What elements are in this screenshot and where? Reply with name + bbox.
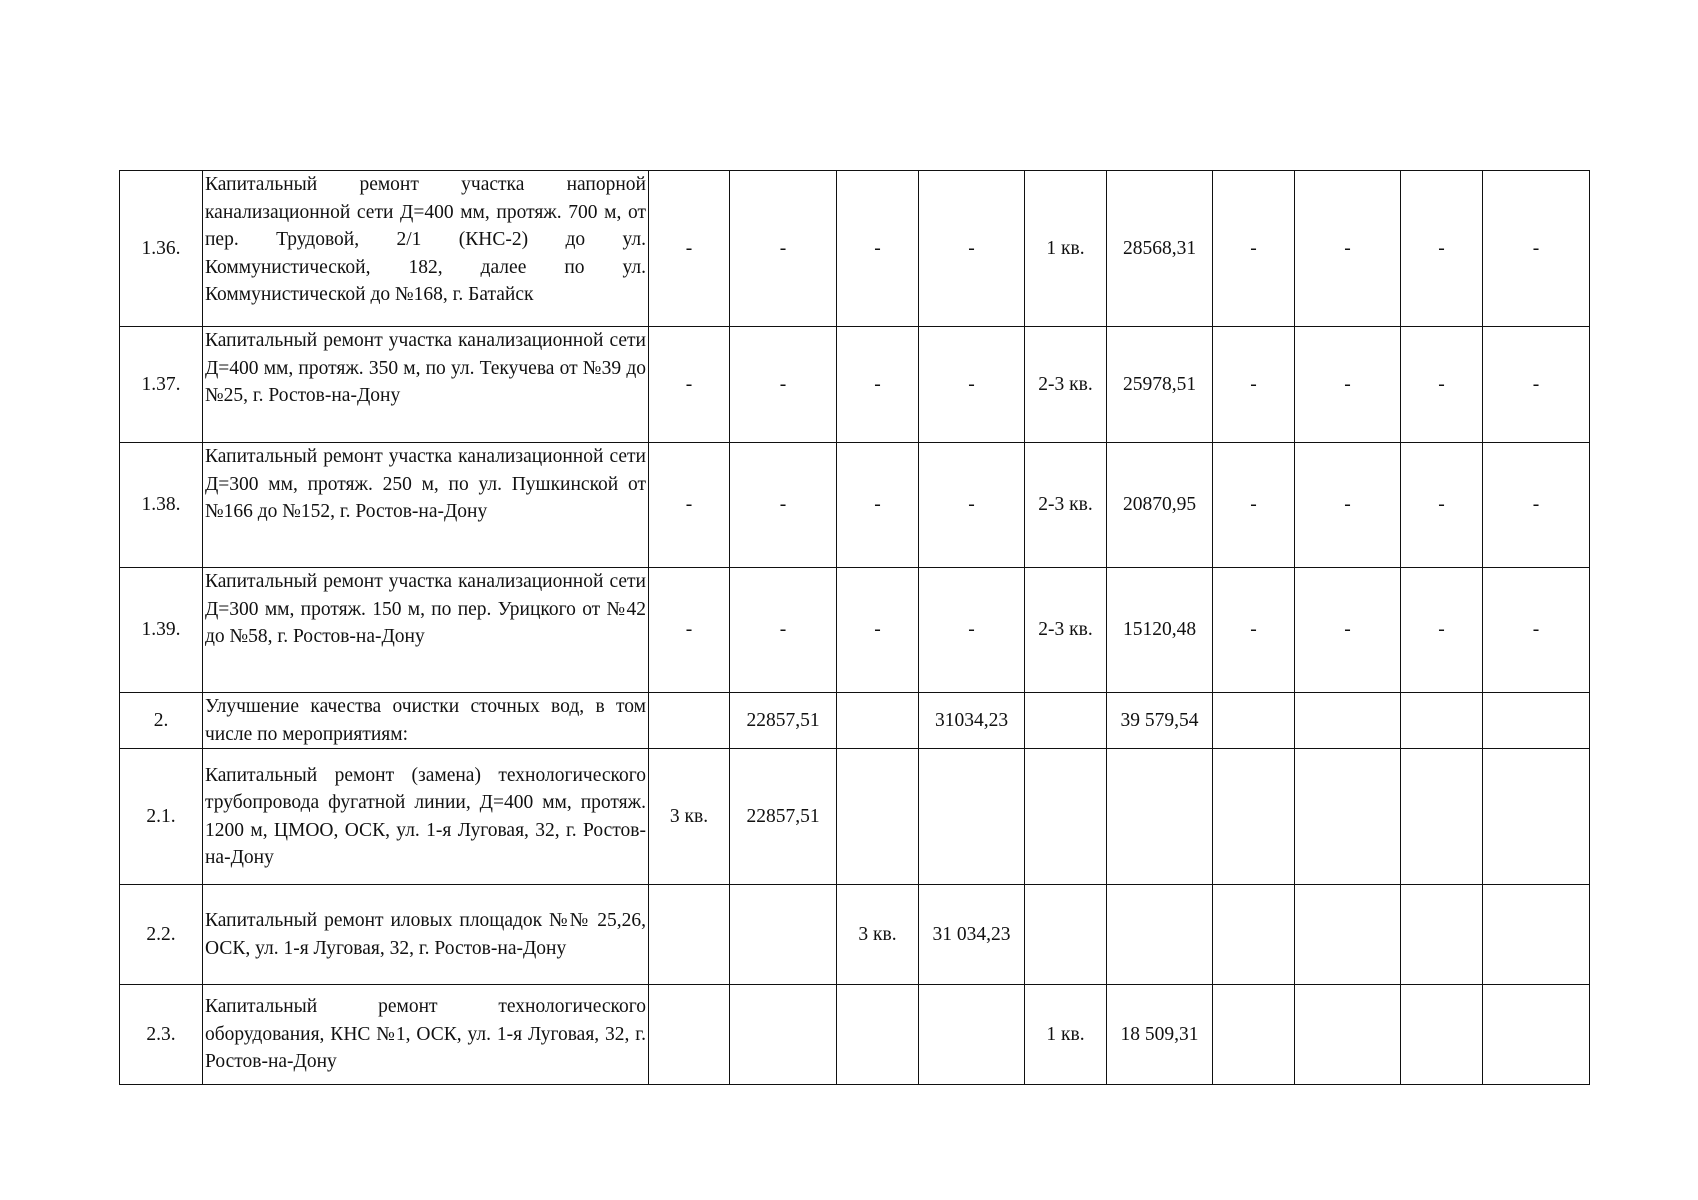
cell: - — [649, 327, 730, 443]
cell: - — [1213, 171, 1295, 327]
cell: - — [1401, 568, 1483, 693]
cell: - — [1295, 171, 1401, 327]
cell: - — [919, 171, 1025, 327]
cell — [919, 749, 1025, 885]
cell — [837, 693, 919, 749]
cell — [837, 749, 919, 885]
cell: 31 034,23 — [919, 885, 1025, 985]
cell: - — [1295, 443, 1401, 568]
cell: - — [1483, 327, 1590, 443]
table-row — [120, 171, 1590, 327]
cell: - — [1483, 443, 1590, 568]
cell — [1401, 749, 1483, 885]
cell: 3 кв. — [837, 885, 919, 985]
cell — [1483, 985, 1590, 1085]
table-row — [120, 749, 1590, 885]
table-row — [120, 443, 1590, 568]
cell — [837, 985, 919, 1085]
cell: - — [1213, 443, 1295, 568]
row-number: 1.38. — [120, 443, 203, 568]
cell: - — [730, 171, 837, 327]
work-description: Капитальный ремонт технологического оборудования, КНС №1, ОСК, ул. 1-я Луговая, 32, г. Ростов-на-Дону — [203, 985, 649, 1085]
cell: 1 кв. — [1025, 171, 1107, 327]
table-row — [120, 568, 1590, 693]
cell — [1295, 985, 1401, 1085]
cell: - — [1295, 568, 1401, 693]
cell: - — [649, 568, 730, 693]
cell: - — [730, 327, 837, 443]
row-number: 1.37. — [120, 327, 203, 443]
cell — [1213, 985, 1295, 1085]
cell: 3 кв. — [649, 749, 730, 885]
work-description: Капитальный ремонт (замена) технологического трубопровода фугатной линии, Д=400 мм, протяж. 1200 м, ЦМОО, ОСК, ул. 1-я Луговая, 32, г. Ростов-на-Дону — [203, 749, 649, 885]
row-number: 2. — [120, 693, 203, 749]
cell: - — [730, 443, 837, 568]
cell: 31034,23 — [919, 693, 1025, 749]
cell — [1401, 985, 1483, 1085]
cell: 2-3 кв. — [1025, 568, 1107, 693]
cell: - — [1483, 171, 1590, 327]
cell: 20870,95 — [1107, 443, 1213, 568]
cell — [649, 985, 730, 1085]
cell: 28568,31 — [1107, 171, 1213, 327]
cell: - — [837, 568, 919, 693]
cell — [1295, 885, 1401, 985]
work-description: Капитальный ремонт участка напорной канализационной сети Д=400 мм, протяж. 700 м, от пер. Трудовой, 2/1 (КНС-2) до ул. Коммунистической, 182, далее по ул. Коммунистической до №168, г. Батайск — [203, 171, 649, 327]
table-row — [120, 327, 1590, 443]
cell — [1483, 693, 1590, 749]
cell: - — [1401, 443, 1483, 568]
cell: - — [837, 443, 919, 568]
cell: 39 579,54 — [1107, 693, 1213, 749]
cell — [1107, 749, 1213, 885]
cell — [730, 885, 837, 985]
cell: - — [1401, 171, 1483, 327]
cell: - — [919, 443, 1025, 568]
cell: - — [649, 443, 730, 568]
cell: - — [1401, 327, 1483, 443]
works-table — [119, 170, 1590, 1085]
cell — [1213, 749, 1295, 885]
cell: 1 кв. — [1025, 985, 1107, 1085]
table-row — [120, 885, 1590, 985]
cell: 15120,48 — [1107, 568, 1213, 693]
cell — [1025, 693, 1107, 749]
cell — [730, 985, 837, 1085]
table-row — [120, 693, 1590, 749]
cell: - — [919, 327, 1025, 443]
cell — [1401, 885, 1483, 985]
cell — [1025, 885, 1107, 985]
cell: - — [919, 568, 1025, 693]
row-number: 1.36. — [120, 171, 203, 327]
cell: - — [837, 327, 919, 443]
work-description: Капитальный ремонт участка канализационной сети Д=300 мм, протяж. 150 м, по пер. Урицкого от №42 до №58, г. Ростов-на-Дону — [203, 568, 649, 693]
cell: - — [649, 171, 730, 327]
cell: 22857,51 — [730, 749, 837, 885]
cell: - — [837, 171, 919, 327]
cell — [649, 885, 730, 985]
cell: - — [1213, 568, 1295, 693]
work-description: Капитальный ремонт участка канализационной сети Д=300 мм, протяж. 250 м, по ул. Пушкинской от №166 до №152, г. Ростов-на-Дону — [203, 443, 649, 568]
cell — [1213, 693, 1295, 749]
cell: - — [1483, 568, 1590, 693]
cell — [1483, 749, 1590, 885]
cell — [1213, 885, 1295, 985]
cell — [649, 693, 730, 749]
cell — [1107, 885, 1213, 985]
cell: 18 509,31 — [1107, 985, 1213, 1085]
cell — [919, 985, 1025, 1085]
cell — [1295, 693, 1401, 749]
cell: 2-3 кв. — [1025, 327, 1107, 443]
cell: 2-3 кв. — [1025, 443, 1107, 568]
work-description: Улучшение качества очистки сточных вод, в том числе по мероприятиям: — [203, 693, 649, 749]
work-description: Капитальный ремонт участка канализационной сети Д=400 мм, протяж. 350 м, по ул. Текучева от №39 до №25, г. Ростов-на-Дону — [203, 327, 649, 443]
cell — [1295, 749, 1401, 885]
work-description: Капитальный ремонт иловых площадок №№ 25,26, ОСК, ул. 1-я Луговая, 32, г. Ростов-на-Дону — [203, 885, 649, 985]
row-number: 2.1. — [120, 749, 203, 885]
cell: - — [1213, 327, 1295, 443]
cell — [1401, 693, 1483, 749]
row-number: 2.3. — [120, 985, 203, 1085]
table-row — [120, 985, 1590, 1085]
row-number: 2.2. — [120, 885, 203, 985]
cell: 25978,51 — [1107, 327, 1213, 443]
row-number: 1.39. — [120, 568, 203, 693]
cell — [1483, 885, 1590, 985]
cell: - — [1295, 327, 1401, 443]
cell: - — [730, 568, 837, 693]
cell: 22857,51 — [730, 693, 837, 749]
cell — [1025, 749, 1107, 885]
